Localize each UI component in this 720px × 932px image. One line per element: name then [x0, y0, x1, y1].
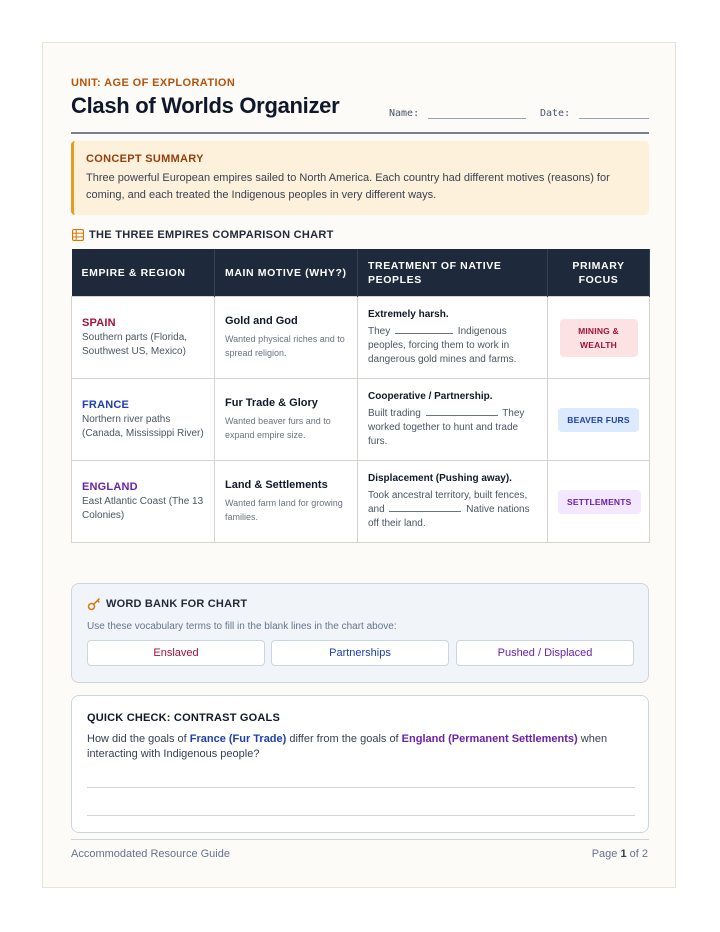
treatment-text-after: Native nations off their land. — [368, 503, 530, 529]
motive-cell — [215, 297, 358, 379]
question-text: How did the goals of — [87, 733, 190, 745]
empire-cell — [72, 379, 215, 461]
motive-description: Wanted beaver furs and to expand empire size. — [225, 416, 331, 440]
empire-name: SPAIN — [82, 316, 116, 329]
concept-text: Three powerful European empires sailed to North America. Each country had different motives (reasons) for coming, and each treated the Indigenous peoples in very different ways. — [86, 172, 610, 201]
quick-check-question — [87, 732, 635, 762]
empire-region: Northern river paths (Canada, Mississippi River) — [82, 413, 204, 439]
column-header: TREATMENT OF NATIVE PEOPLES — [358, 249, 548, 297]
motive-cell — [215, 379, 358, 461]
question-text: when interacting with Indigenous people? — [87, 733, 608, 760]
word-bank-heading: WORD BANK FOR CHART — [106, 598, 248, 610]
treatment-description — [368, 407, 537, 449]
table-header-row — [72, 249, 650, 297]
treatment-description — [368, 489, 537, 531]
quick-check-heading: QUICK CHECK: CONTRAST GOALS — [87, 712, 281, 724]
word-bank-term[interactable]: Partnerships — [271, 640, 449, 666]
quick-check-box — [71, 695, 649, 833]
treatment-text-before: Took ancestral territory, built fences, and — [368, 489, 528, 515]
focus-badge: MINING & WEALTH — [560, 319, 638, 357]
table-row — [72, 297, 650, 379]
treatment-cell — [358, 379, 548, 461]
question-highlight-england: England (Permanent Settlements) — [401, 733, 578, 745]
table-row — [72, 461, 650, 543]
concept-heading: CONCEPT SUMMARY — [86, 153, 204, 165]
concept-summary-box — [71, 141, 649, 215]
column-header: MAIN MOTIVE (WHY?) — [215, 249, 358, 297]
column-header: EMPIRE & REGION — [72, 249, 215, 297]
focus-cell — [548, 461, 650, 543]
chart-section-heading: THE THREE EMPIRES COMPARISON CHART — [89, 229, 334, 241]
page-number — [592, 848, 648, 860]
focus-badge: BEAVER FURS — [558, 408, 639, 432]
name-field[interactable] — [428, 118, 526, 119]
motive-title: Fur Trade & Glory — [225, 397, 318, 409]
table-row — [72, 379, 650, 461]
footer-divider — [71, 839, 649, 840]
treatment-text-before: Built trading — [368, 407, 421, 419]
key-icon — [87, 597, 101, 611]
word-bank-term[interactable]: Enslaved — [87, 640, 265, 666]
question-highlight-france: France (Fur Trade) — [189, 733, 287, 745]
treatment-text-after: Indigenous peoples, forcing them to work in dangerous gold mines and farms. — [368, 325, 517, 365]
unit-label: UNIT: AGE OF EXPLORATION — [71, 77, 236, 89]
empire-name: FRANCE — [82, 398, 130, 411]
focus-cell — [548, 297, 650, 379]
treatment-cell — [358, 297, 548, 379]
name-label: Name: — [389, 108, 420, 119]
footer-label: Accommodated Resource Guide — [71, 848, 230, 860]
column-header: PRIMARY FOCUS — [548, 249, 650, 297]
word-bank-term[interactable]: Pushed / Displaced — [456, 640, 634, 666]
treatment-title: Extremely harsh. — [368, 308, 449, 320]
word-bank-instructions: Use these vocabulary terms to fill in the blank lines in the chart above: — [87, 621, 397, 632]
empire-region: East Atlantic Coast (The 13 Colonies) — [82, 495, 204, 521]
date-field[interactable] — [579, 118, 649, 119]
treatment-text-after: They worked together to hunt and trade furs. — [368, 407, 525, 447]
answer-line[interactable] — [87, 787, 635, 788]
treatment-text-before: They — [368, 325, 391, 337]
question-text: differ from the goals of — [286, 733, 402, 745]
current-page: 1 — [620, 848, 627, 860]
motive-title: Gold and God — [225, 315, 298, 327]
page-prefix: Page — [591, 848, 621, 860]
empire-cell — [72, 297, 215, 379]
fill-in-blank[interactable] — [389, 503, 461, 512]
table-grid-icon — [72, 229, 84, 241]
motive-title: Land & Settlements — [225, 479, 328, 491]
answer-line[interactable] — [87, 815, 635, 816]
focus-cell — [548, 379, 650, 461]
empire-cell — [72, 461, 215, 543]
fill-in-blank[interactable] — [426, 407, 498, 416]
date-label: Date: — [540, 108, 571, 119]
treatment-title: Displacement (Pushing away). — [368, 472, 512, 484]
motive-description: Wanted physical riches and to spread religion. — [225, 334, 345, 358]
empire-region: Southern parts (Florida, Southwest US, Mexico) — [82, 331, 188, 357]
motive-cell — [215, 461, 358, 543]
empire-name: ENGLAND — [82, 480, 138, 493]
header-divider — [71, 132, 649, 134]
focus-badge: SETTLEMENTS — [558, 490, 641, 514]
worksheet-page — [42, 42, 676, 888]
word-bank-box — [71, 583, 649, 683]
fill-in-blank[interactable] — [395, 325, 453, 334]
treatment-title: Cooperative / Partnership. — [368, 390, 493, 402]
page-suffix: of 2 — [626, 848, 648, 860]
treatment-description — [368, 325, 537, 367]
treatment-cell — [358, 461, 548, 543]
page-title: Clash of Worlds Organizer — [71, 93, 340, 118]
motive-description: Wanted farm land for growing families. — [225, 498, 343, 522]
empires-comparison-table — [71, 249, 650, 543]
